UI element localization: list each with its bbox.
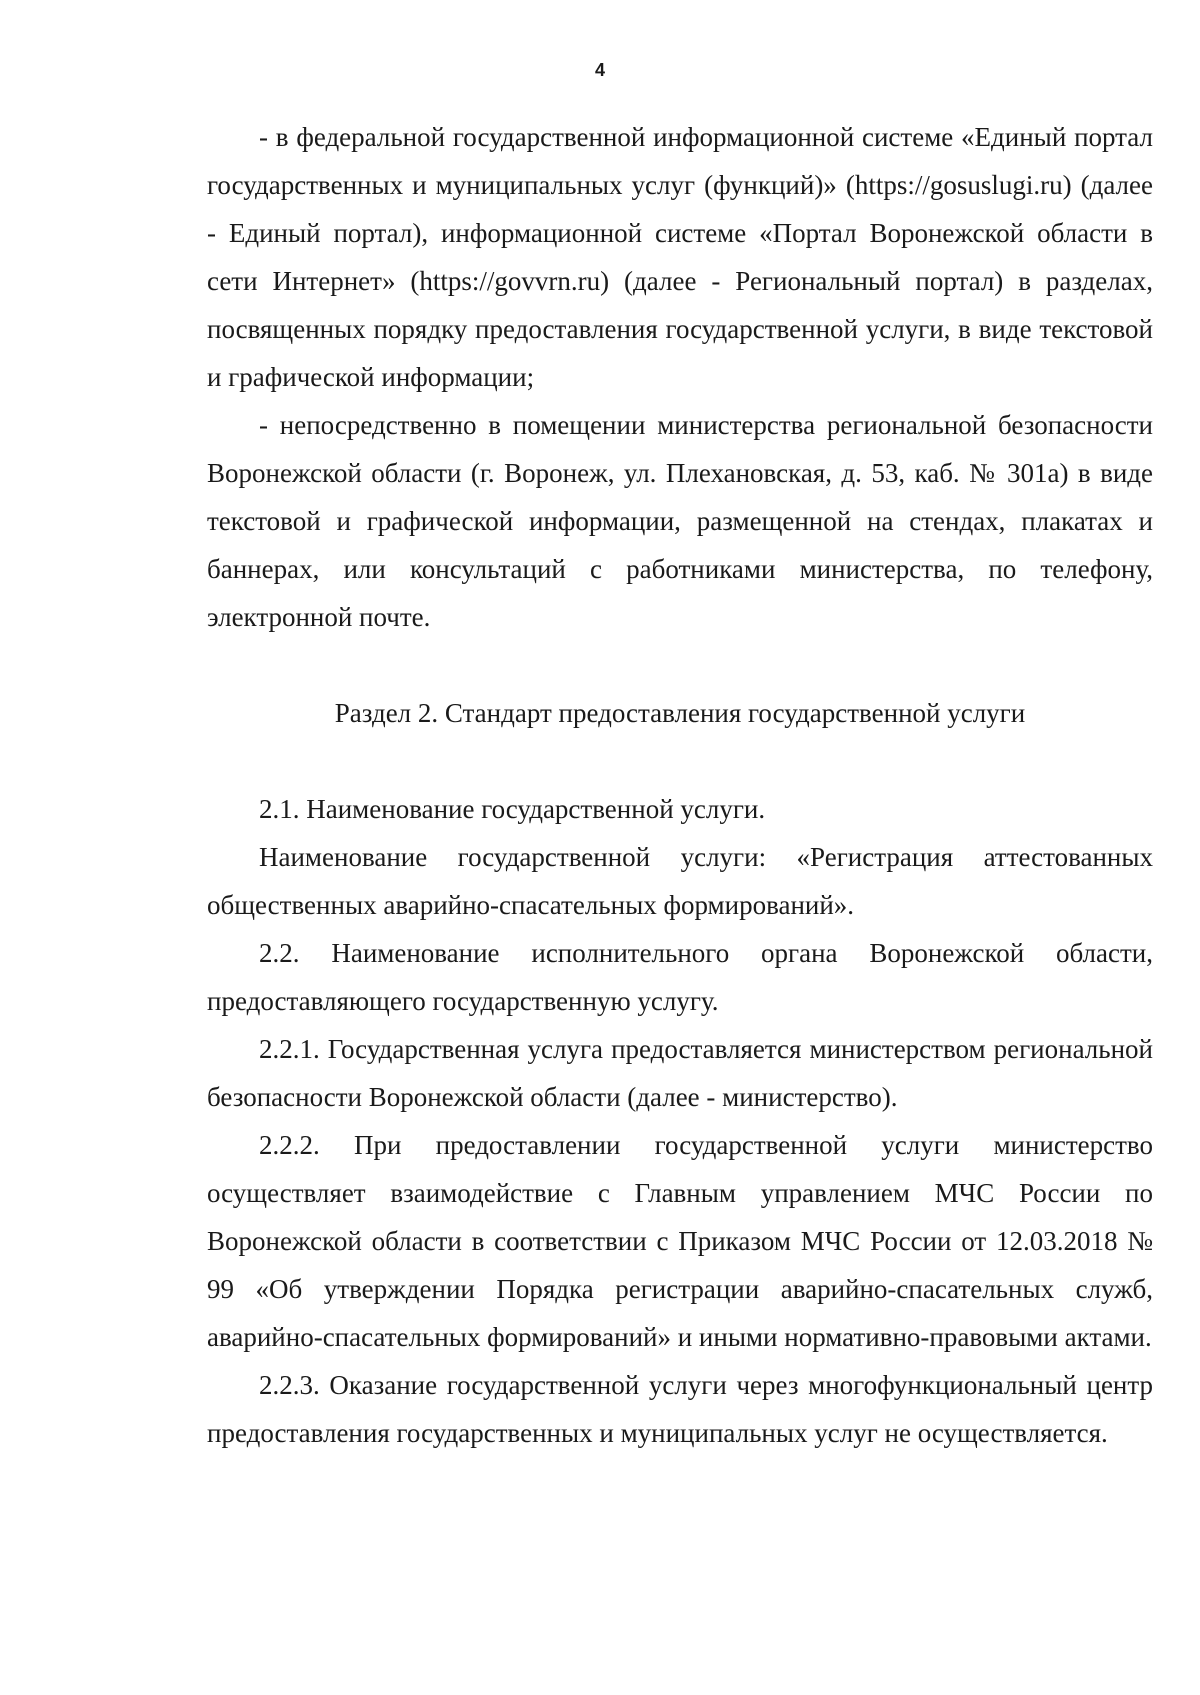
document-body <box>207 113 1153 1457</box>
paragraph-ministry-premises: - непосредственно в помещении министерства региональной безопасности Воронежской области (г. Воронеж, ул. Плехановская, д. 53, каб. № 301а) в виде текстовой и графической информации, размещенной на стендах, плакатах и баннерах, или консультаций с работниками министерства, по телефону, электронной почте. <box>207 410 1153 632</box>
paragraph-unified-portal: - в федеральной государственной информационной системе «Единый портал государственных и муниципальных услуг (функций)» (https://gosuslugi.ru) (далее - Единый портал), информационной системе «Портал Воронежской области в сети Интернет» (https://govvrn.ru) (далее - Региональный портал) в разделах, посвященных порядку предоставления государственной услуги, в виде текстовой и графической информации; <box>207 122 1153 392</box>
paragraph-2-1: 2.1. Наименование государственной услуги. <box>259 794 766 824</box>
spacer <box>207 737 1153 785</box>
paragraph-2-2: 2.2. Наименование исполнительного органа Воронежской области, предоставляющего государственную услугу. <box>207 938 1153 1016</box>
paragraph-2-2-3: 2.2.3. Оказание государственной услуги через многофункциональный центр предоставления государственных и муниципальных услуг не осуществляется. <box>207 1370 1153 1448</box>
page-number: 4 <box>594 60 605 80</box>
section-heading: Раздел 2. Стандарт предоставления государственной услуги <box>334 698 1026 728</box>
paragraph-service-name: Наименование государственной услуги: «Регистрация аттестованных общественных аварийно-спасательных формирований». <box>207 842 1153 920</box>
paragraph-2-2-1: 2.2.1. Государственная услуга предоставляется министерством региональной безопасности Воронежской области (далее - министерство). <box>207 1034 1153 1112</box>
spacer <box>207 641 1153 689</box>
paragraph-2-2-2: 2.2.2. При предоставлении государственной услуги министерство осуществляет взаимодействие с Главным управлением МЧС России по Воронежской области в соответствии с Приказом МЧС России от 12.03.2018 № 99 «Об утверждении Порядка регистрации аварийно-спасательных служб, аварийно-спасательных формирований» и иными нормативно-правовыми актами. <box>207 1130 1153 1352</box>
